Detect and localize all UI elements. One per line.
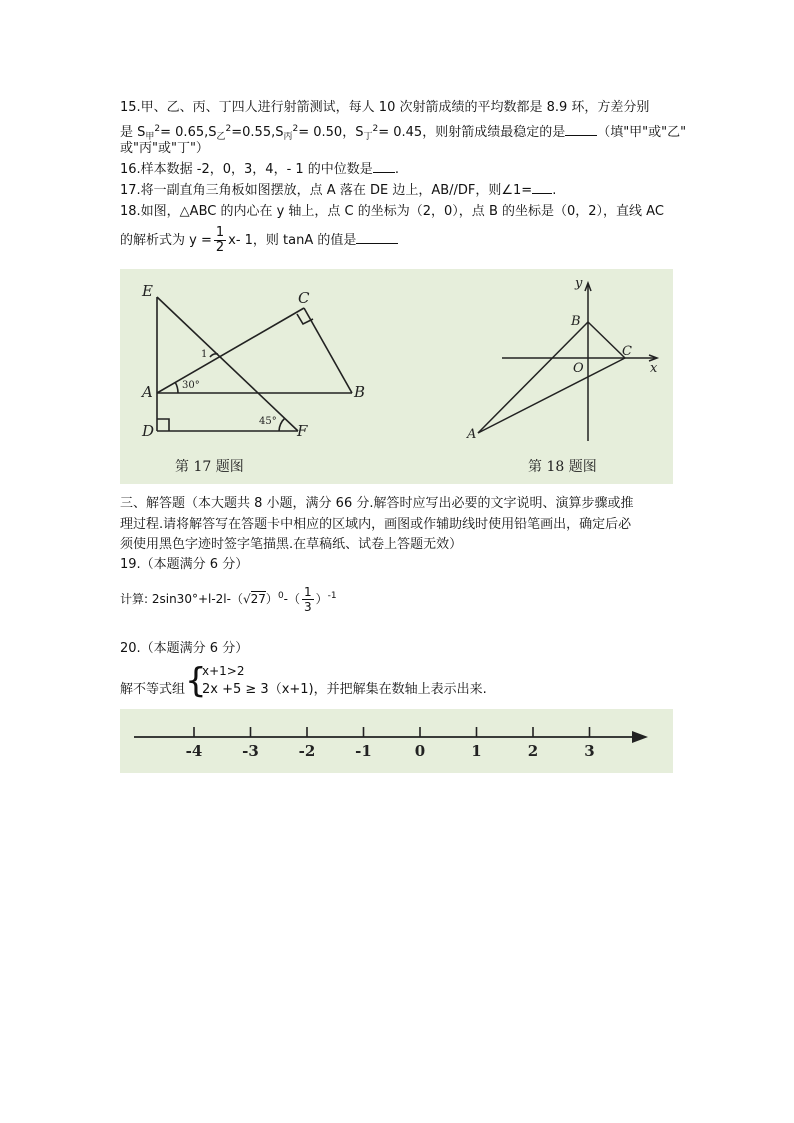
numberline-arrow	[632, 731, 648, 743]
q20-heading: 20.（本题满分 6 分）	[120, 641, 249, 656]
q16-answer-blank	[373, 172, 395, 173]
figures-photo	[120, 269, 673, 484]
q15-line3: 或"丙"或"丁"）	[120, 141, 209, 156]
q17-answer-blank	[532, 193, 552, 194]
q18-answer-blank	[356, 243, 398, 244]
fig17-angle-arc-1	[210, 354, 218, 357]
fig18-label-x: x	[650, 361, 658, 376]
fig17-label-B: B	[354, 383, 366, 401]
numberline-tick-label: -4	[185, 742, 203, 760]
section3-line3: 须使用黑色字迹时签字笔描黑.在草稿纸、试卷上答题无效）	[120, 537, 463, 552]
fig17-label-C: C	[298, 289, 310, 307]
fig18-edge-BC	[588, 322, 625, 358]
q18-fraction: $\frac{1}{2}$	[215, 225, 225, 255]
numberline-tick-label: 0	[414, 742, 426, 760]
fig18-label-O: O	[573, 361, 584, 376]
section3-line1: 三、解答题（本大题共 8 小题，满分 66 分.解答时应写出必要的文字说明、演算步骤或推	[120, 496, 634, 511]
fig17-label-F: F	[297, 422, 308, 440]
fig17-label-angle1: 1	[201, 349, 208, 360]
numberline-ticks	[186, 727, 595, 760]
q18-line1: 18.如图，△ABC 的内心在 y 轴上，点 C 的坐标为（2，0），点 B 的坐标是（0，2），直线 AC	[120, 204, 664, 219]
q17-line: 17.将一副直角三角板如图摆放，点 A 落在 DE 边上，AB//DF，则∠1= .	[120, 183, 557, 198]
fig17-label-D: D	[142, 422, 155, 440]
fig17-caption: 第 17 题图	[175, 459, 244, 475]
fig18-edge-AB	[478, 322, 588, 433]
fig18-edge-AC	[478, 358, 625, 433]
numberline-tick-label: -3	[242, 742, 259, 760]
q20-inequality2: 2x +5 ≥ 3（x+1)，并把解集在数轴上表示出来.	[202, 682, 487, 697]
numberline-tick-label: 3	[584, 742, 595, 760]
section3-line2: 理过程.请将解答写在答题卡中相应的区域内，画图或作辅助线时使用铅笔画出，确定后必	[120, 517, 632, 532]
figures-svg	[120, 269, 673, 484]
q15-answer-blank	[565, 135, 597, 136]
fig18-label-C: C	[622, 344, 632, 359]
fig17-drawing	[157, 297, 352, 431]
q15-line2: 是 $S_甲^2= 0.65,S_乙^2=0.55,S_丙^2= 0.50$，$S_丁^2= 0.45$，则射箭成绩最稳定的是 （填"甲"或"乙"	[120, 124, 687, 142]
fig17-label-45deg: 45°	[259, 416, 277, 427]
q19-sqrt: √27	[242, 592, 266, 606]
q18-line2: 的解析式为 y = $\frac{1}{2}$ x- 1，则 tanA 的值是	[120, 225, 398, 257]
fig18-drawing	[478, 283, 657, 441]
fig18-caption: 第 18 题图	[528, 459, 597, 475]
numberline-photo	[120, 709, 673, 773]
fig17-edge-AC	[157, 308, 304, 393]
q19-expression: 计算: $2\sin 30^\circ+l-2l-(√27)^0-$（ $\frac{1}{3}$ ）$^{-1}$	[120, 585, 337, 614]
numberline-tick-label: 2	[527, 742, 539, 760]
fig17-label-A: A	[142, 383, 153, 401]
numberline-tick-label: -1	[355, 742, 372, 760]
q20-brace: {	[185, 661, 207, 701]
q19-fraction: $\frac{1}{3}$	[304, 585, 312, 614]
q20-inequality1: x+1>2	[202, 664, 245, 678]
fig17-edge-EF	[157, 297, 298, 431]
numberline-svg	[120, 709, 673, 773]
q16-line: 16.样本数据 -2，0，3，4，- 1 的中位数是 .	[120, 162, 399, 177]
fig17-angle-arc-30	[175, 382, 178, 393]
q19-heading: 19.（本题满分 6 分）	[120, 557, 249, 572]
q20-prefix: 解不等式组	[120, 682, 186, 697]
numberline-tick-label: -2	[298, 742, 316, 760]
fig17-angle-arc-45	[279, 418, 285, 431]
q15-line1: 15.甲、乙、丙、丁四人进行射箭测试，每人 10 次射箭成绩的平均数都是 8.9 环，方差分别	[120, 100, 650, 115]
fig17-label-30deg: 30°	[182, 380, 200, 391]
fig18-label-B: B	[571, 314, 581, 329]
fig18-label-y: y	[575, 276, 583, 291]
fig18-label-A: A	[467, 427, 477, 442]
fig17-label-E: E	[142, 282, 153, 300]
numberline-tick-label: 1	[471, 742, 482, 760]
fig17-right-angle-D	[157, 419, 169, 431]
